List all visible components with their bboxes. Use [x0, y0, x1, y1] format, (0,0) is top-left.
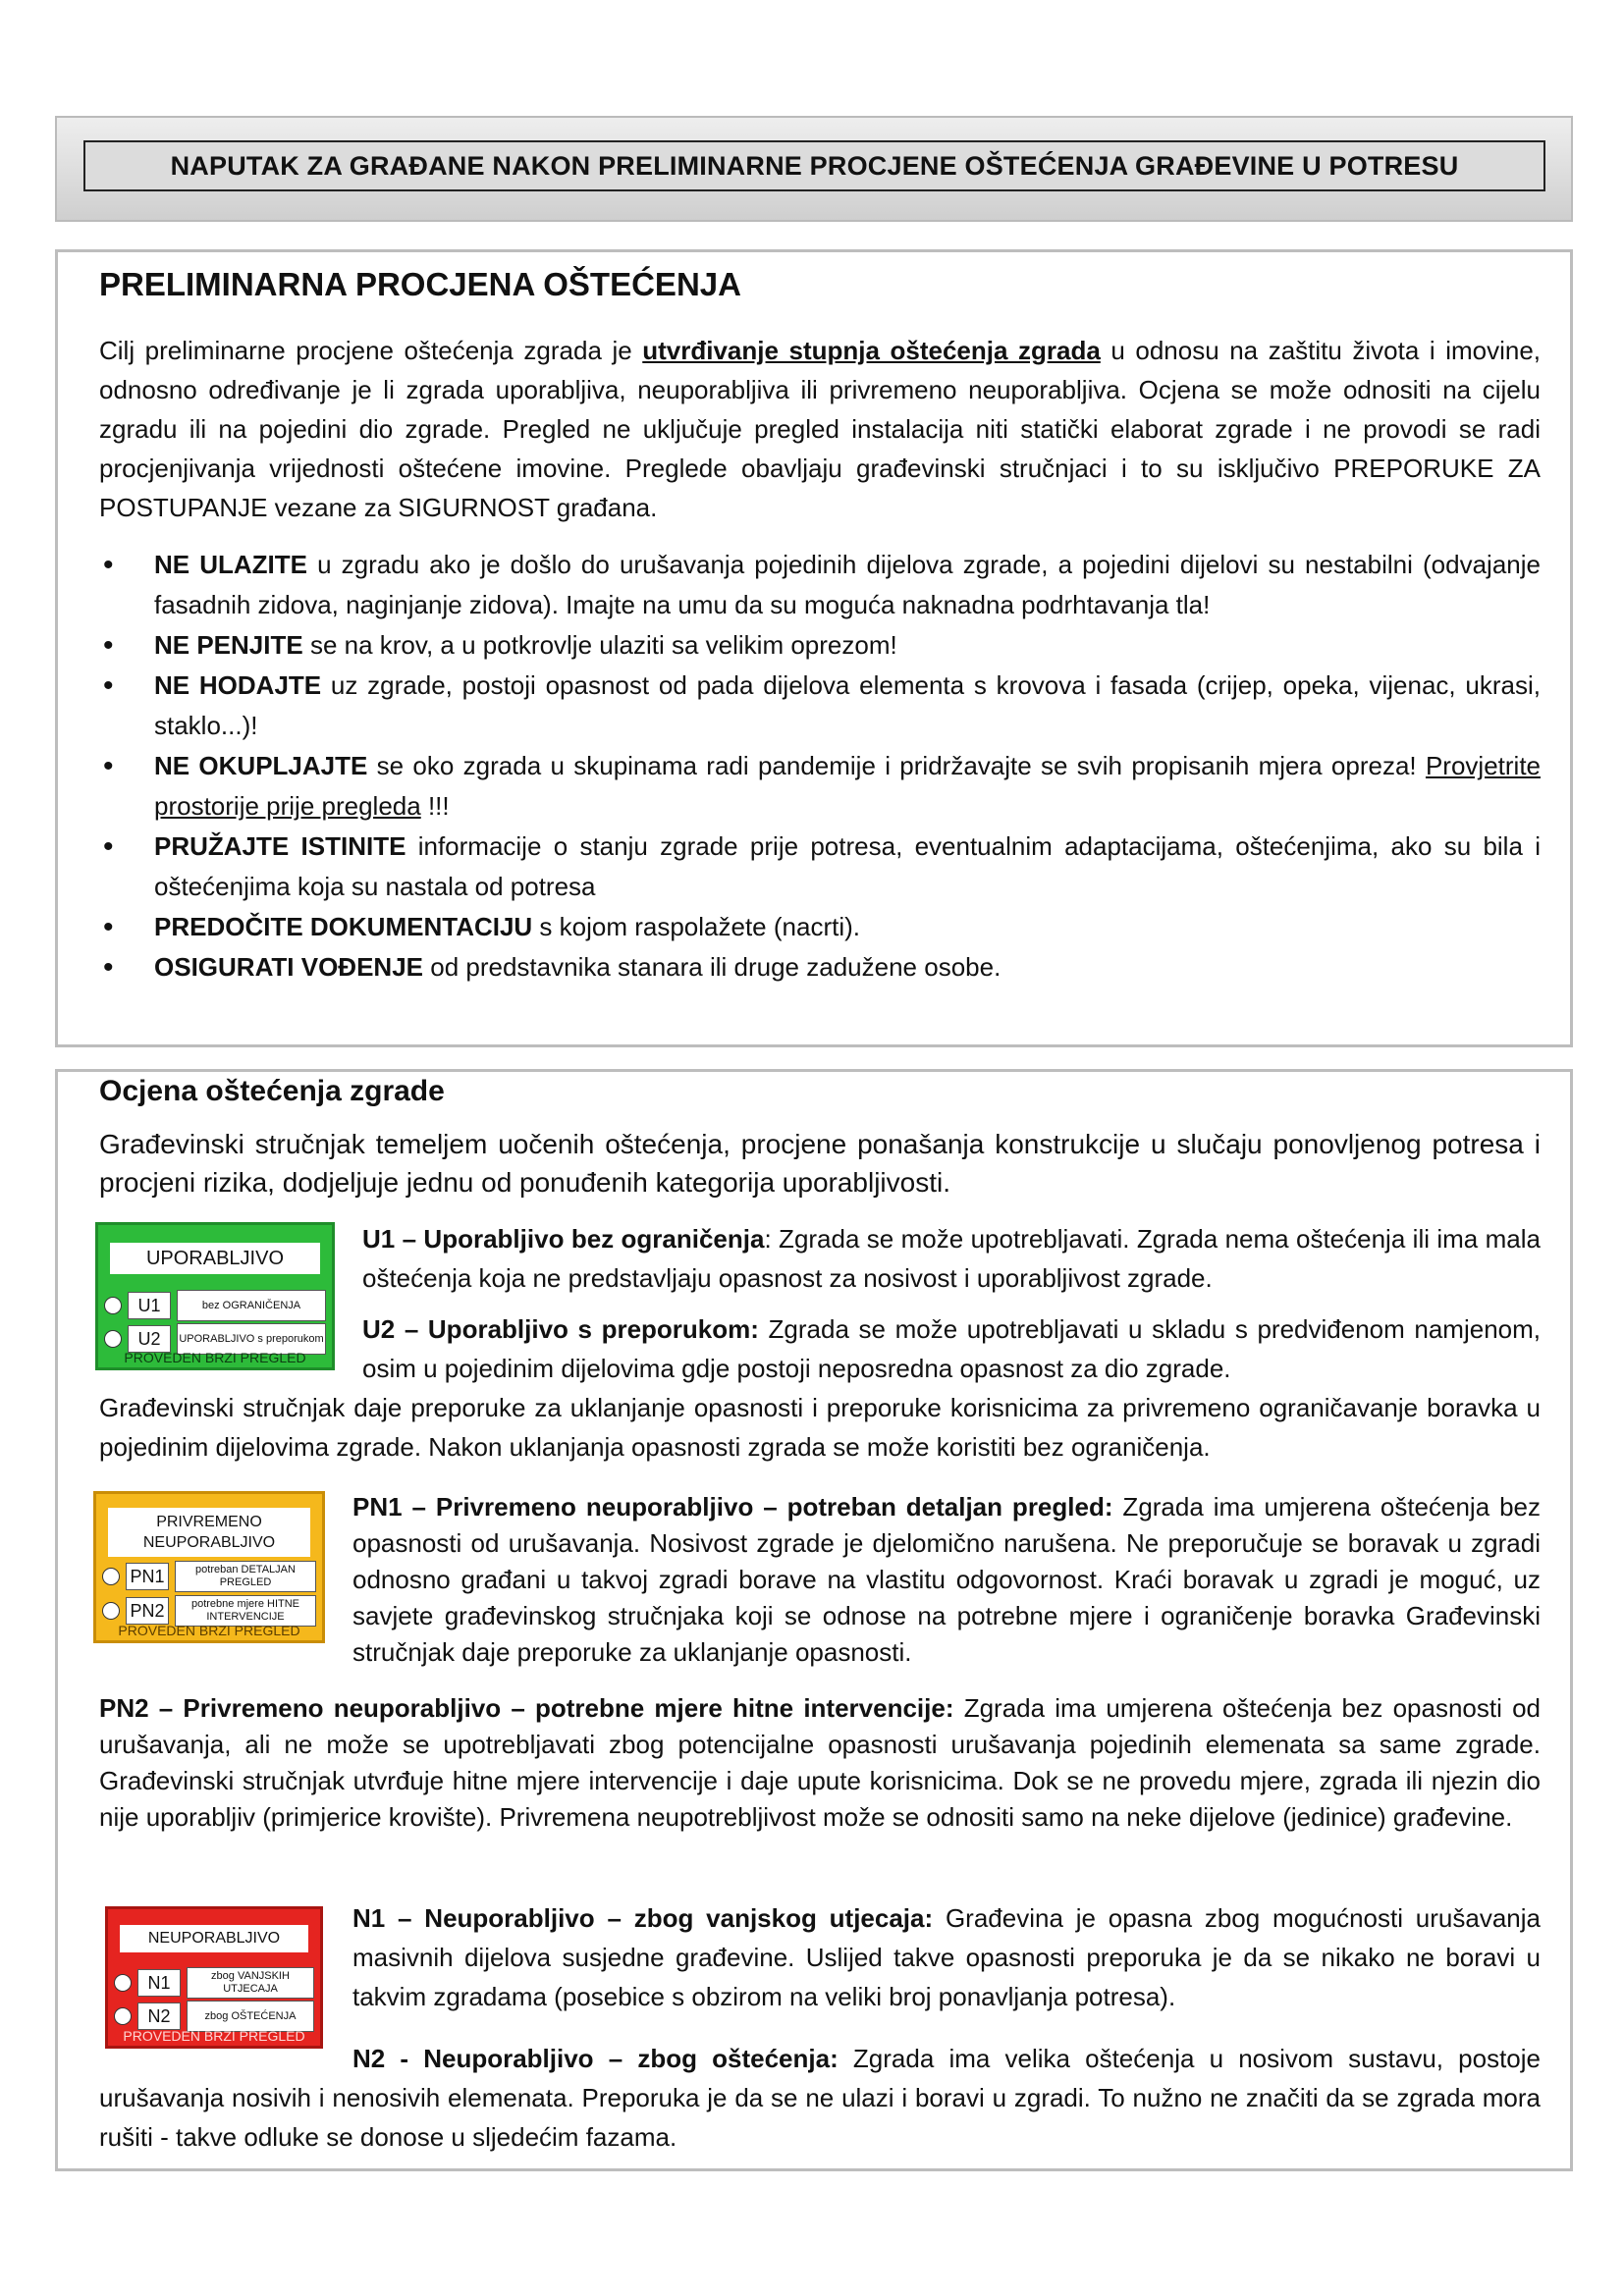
radio-dot-icon — [102, 1602, 120, 1620]
document-title: NAPUTAK ZA GRAĐANE NAKON PRELIMINARNE PROCJENE OŠTEĆENJA GRAĐEVINE U POTRESU — [83, 140, 1545, 191]
rule-do-not-climb: • NE PENJITE se na krov, a u potkrovlje ulaziti sa velikim oprezom! — [99, 625, 1541, 666]
rule-guidance: • OSIGURATI VOĐENJE od predstavnika stanara ili druge zadužene osobe. — [99, 947, 1541, 988]
rule-do-not-enter: • NE ULAZITE u zgradu ako je došlo do urušavanja pojedinih dijelova zgrade, a pojedini dijelovi su nestabilni (odvajanje fasadnih zidova, naginjanje zidova). Imajte na umu da su moguća naknadna podrhtavanja tla! — [99, 545, 1541, 625]
n2-description: N2 - Neuporabljivo – zbog oštećenja: Zgrada ima velika oštećenja u nosivom sustavu, postoje urušavanja nosivih i nenosivih elemenata. Preporuka je da se ne ulazi i boravi u zgradi. To nužno ne značiti da se zgrada mora rušiti - takve odluke se donose u sljedećim fazama. — [99, 2044, 1541, 2152]
safety-rules-list — [99, 545, 1541, 988]
rule-documentation: • PREDOČITE DOKUMENTACIJU s kojom raspolažete (nacrti). — [99, 907, 1541, 947]
radio-dot-icon — [114, 1974, 132, 1992]
u2-description: U2 – Uporabljivo s preporukom: Zgrada se može upotrebljavati u skladu s predviđenom namjenom, osim u pojedinim dijelovima gdje postoji neposredna opasnost za dio zgrade. — [362, 1314, 1541, 1383]
badge-row-u2: U2 UPORABLJIVO s preporukom — [104, 1324, 326, 1354]
unusable-badge: NEUPORABLJIVO N1 zbog VANJSKIH UTJECAJA N2 zbog OŠTEĆENJA PROVEDEN BRZI PREGLED — [105, 1906, 323, 2049]
badge-row-u1: U1 bez OGRANIČENJA — [104, 1291, 326, 1320]
usable-badge-title: UPORABLJIVO — [110, 1243, 320, 1274]
section2-intro: Građevinski stručnjak temeljem uočenih oštećenja, procjene ponašanja konstrukcije u slučaju ponovljenog potresa i procjeni rizika, dodjeljuje jednu od ponuđenih kategorija uporabljivosti. — [99, 1129, 1541, 1198]
radio-dot-icon — [104, 1297, 122, 1314]
rule-do-not-walk: • NE HODAJTE uz zgrade, postoji opasnost od pada dijelova elementa s krovova i fasada (crijep, opeka, vijenac, ukrasi, staklo...)! — [99, 666, 1541, 746]
badge-row-n1: N1 zbog VANJSKIH UTJECAJA — [114, 1968, 314, 1998]
temporarily-unusable-badge: PRIVREMENO NEUPORABLJIVO PN1 potreban DETALJAN PREGLED PN2 potrebne mjere HITNE INTERVENCIJE PROVEDEN BRZI PREGLED — [93, 1491, 325, 1643]
u2-continued: Građevinski stručnjak daje preporuke za uklanjanje opasnosti i preporuke korisnicima za privremeno ograničavanje boravka u pojedinim dijelovima zgrade. Nakon uklanjanja opasnosti zgrada se može koristiti bez ograničenja. — [99, 1393, 1541, 1462]
radio-dot-icon — [104, 1330, 122, 1348]
badge-row-n2: N2 zbog OŠTEĆENJA — [114, 2002, 314, 2031]
badge-row-pn2: PN2 potrebne mjere HITNE INTERVENCIJE — [102, 1596, 316, 1626]
badge-row-pn1: PN1 potreban DETALJAN PREGLED — [102, 1562, 316, 1591]
header-band — [55, 116, 1573, 222]
rule-do-not-gather: • NE OKUPLJAJTE se oko zgrada u skupinama radi pandemije i pridržavajte se svih propisanih mjera opreza! Provjetrite prostorije prije pregleda !!! — [99, 746, 1541, 827]
pn2-description: PN2 – Privremeno neuporabljivo – potrebne mjere hitne intervencije: Zgrada ima umjerena oštećenja bez opasnosti od urušavanja, ali ne može se upotrebljavati zbog potencijalne opasnosti urušavanja pojedinih elemenata sa same zgrade. Građevinski stručnjak utvrđuje hitne mjere intervencije i daje upute korisnicima. Dok se ne provedu mjere, zgrada ili njezin dio nije uporabljiv (primjerice krovište). Privremena neupotrebljivost može se odnositi samo na neke dijelove (jedinice) građevine. — [99, 1693, 1541, 1832]
radio-dot-icon — [102, 1568, 120, 1585]
intro-emphasis: utvrđivanje stupnja oštećenja zgrada — [642, 336, 1101, 365]
intro-post: u odnosu na zaštitu života i imovine, odnosno određivanje je li zgrada uporabljiva, neuporabljiva ili privremeno neuporabljiva. Ocjena se može odnositi na cijelu zgradu ili na pojedini dio zgrade. Pregled ne uključuje pregled instalacija niti statički elaborat zgrade i ne provodi se radi procjenjivanja vrijednosti oštećene imovine. Preglede obavljaju građevinski stručnjaci i to su isključivo PREPORUKE ZA POSTUPANJE vezane za SIGURNOST građana. — [99, 336, 1542, 522]
unusable-badge-title: NEUPORABLJIVO — [120, 1925, 308, 1952]
section2-title: Ocjena oštećenja zgrade — [99, 1075, 445, 1107]
temporarily-unusable-badge-title: PRIVREMENO NEUPORABLJIVO — [108, 1508, 310, 1557]
pn1-description: PN1 – Privremeno neuporabljivo – potreban detaljan pregled: Zgrada ima umjerena oštećenja bez opasnosti od urušavanja. Nosivost zgrade je djelomično narušena. Ne preporučuje se boravak u zgradi odnosno građani u takvoj zgradi borave na vlastitu odgovornost. Kraći boravak u zgradi je moguć, uz savjete građevinskog stručnjaka koji se odnose na potrebne mjere i ograničenje boravka Građevinski stručnjak daje preporuke za uklanjanje opasnosti. — [352, 1492, 1542, 1667]
u1-description: U1 – Uporabljivo bez ograničenja: Zgrada se može upotrebljavati. Zgrada nema oštećenja ili ima mala oštećenja koja ne predstavljaju opasnost za nosivost i uporabljivost zgrade. — [362, 1224, 1541, 1293]
n1-description: N1 – Neuporabljivo – zbog vanjskog utjecaja: Građevina je opasna zbog mogućnosti urušavanja masivnih dijelova susjedne građevine. Uslijed takve opasnosti preporuka je da se nikako ne boravi u takvim zgradama (posebice s obzirom na veliki broj ponavljanja potresa). — [352, 1903, 1541, 2011]
radio-dot-icon — [114, 2007, 132, 2025]
section1-title: PRELIMINARNA PROCJENA OŠTEĆENJA — [99, 266, 741, 302]
intro-pre: Cilj preliminarne procjene oštećenja zgrada je — [99, 336, 643, 365]
rule-true-info: • PRUŽAJTE ISTINITE informacije o stanju zgrade prije potresa, eventualnim adaptacijama, oštećenjima, ako su bila i oštećenjima koja su nastala od potresa — [99, 827, 1541, 907]
preliminary-assessment-section — [55, 249, 1573, 1047]
damage-rating-section — [55, 1069, 1573, 2171]
section1-intro — [99, 331, 1541, 527]
usable-badge: UPORABLJIVO U1 bez OGRANIČENJA U2 UPORABLJIVO s preporukom PROVEDEN BRZI PREGLED — [95, 1222, 335, 1370]
